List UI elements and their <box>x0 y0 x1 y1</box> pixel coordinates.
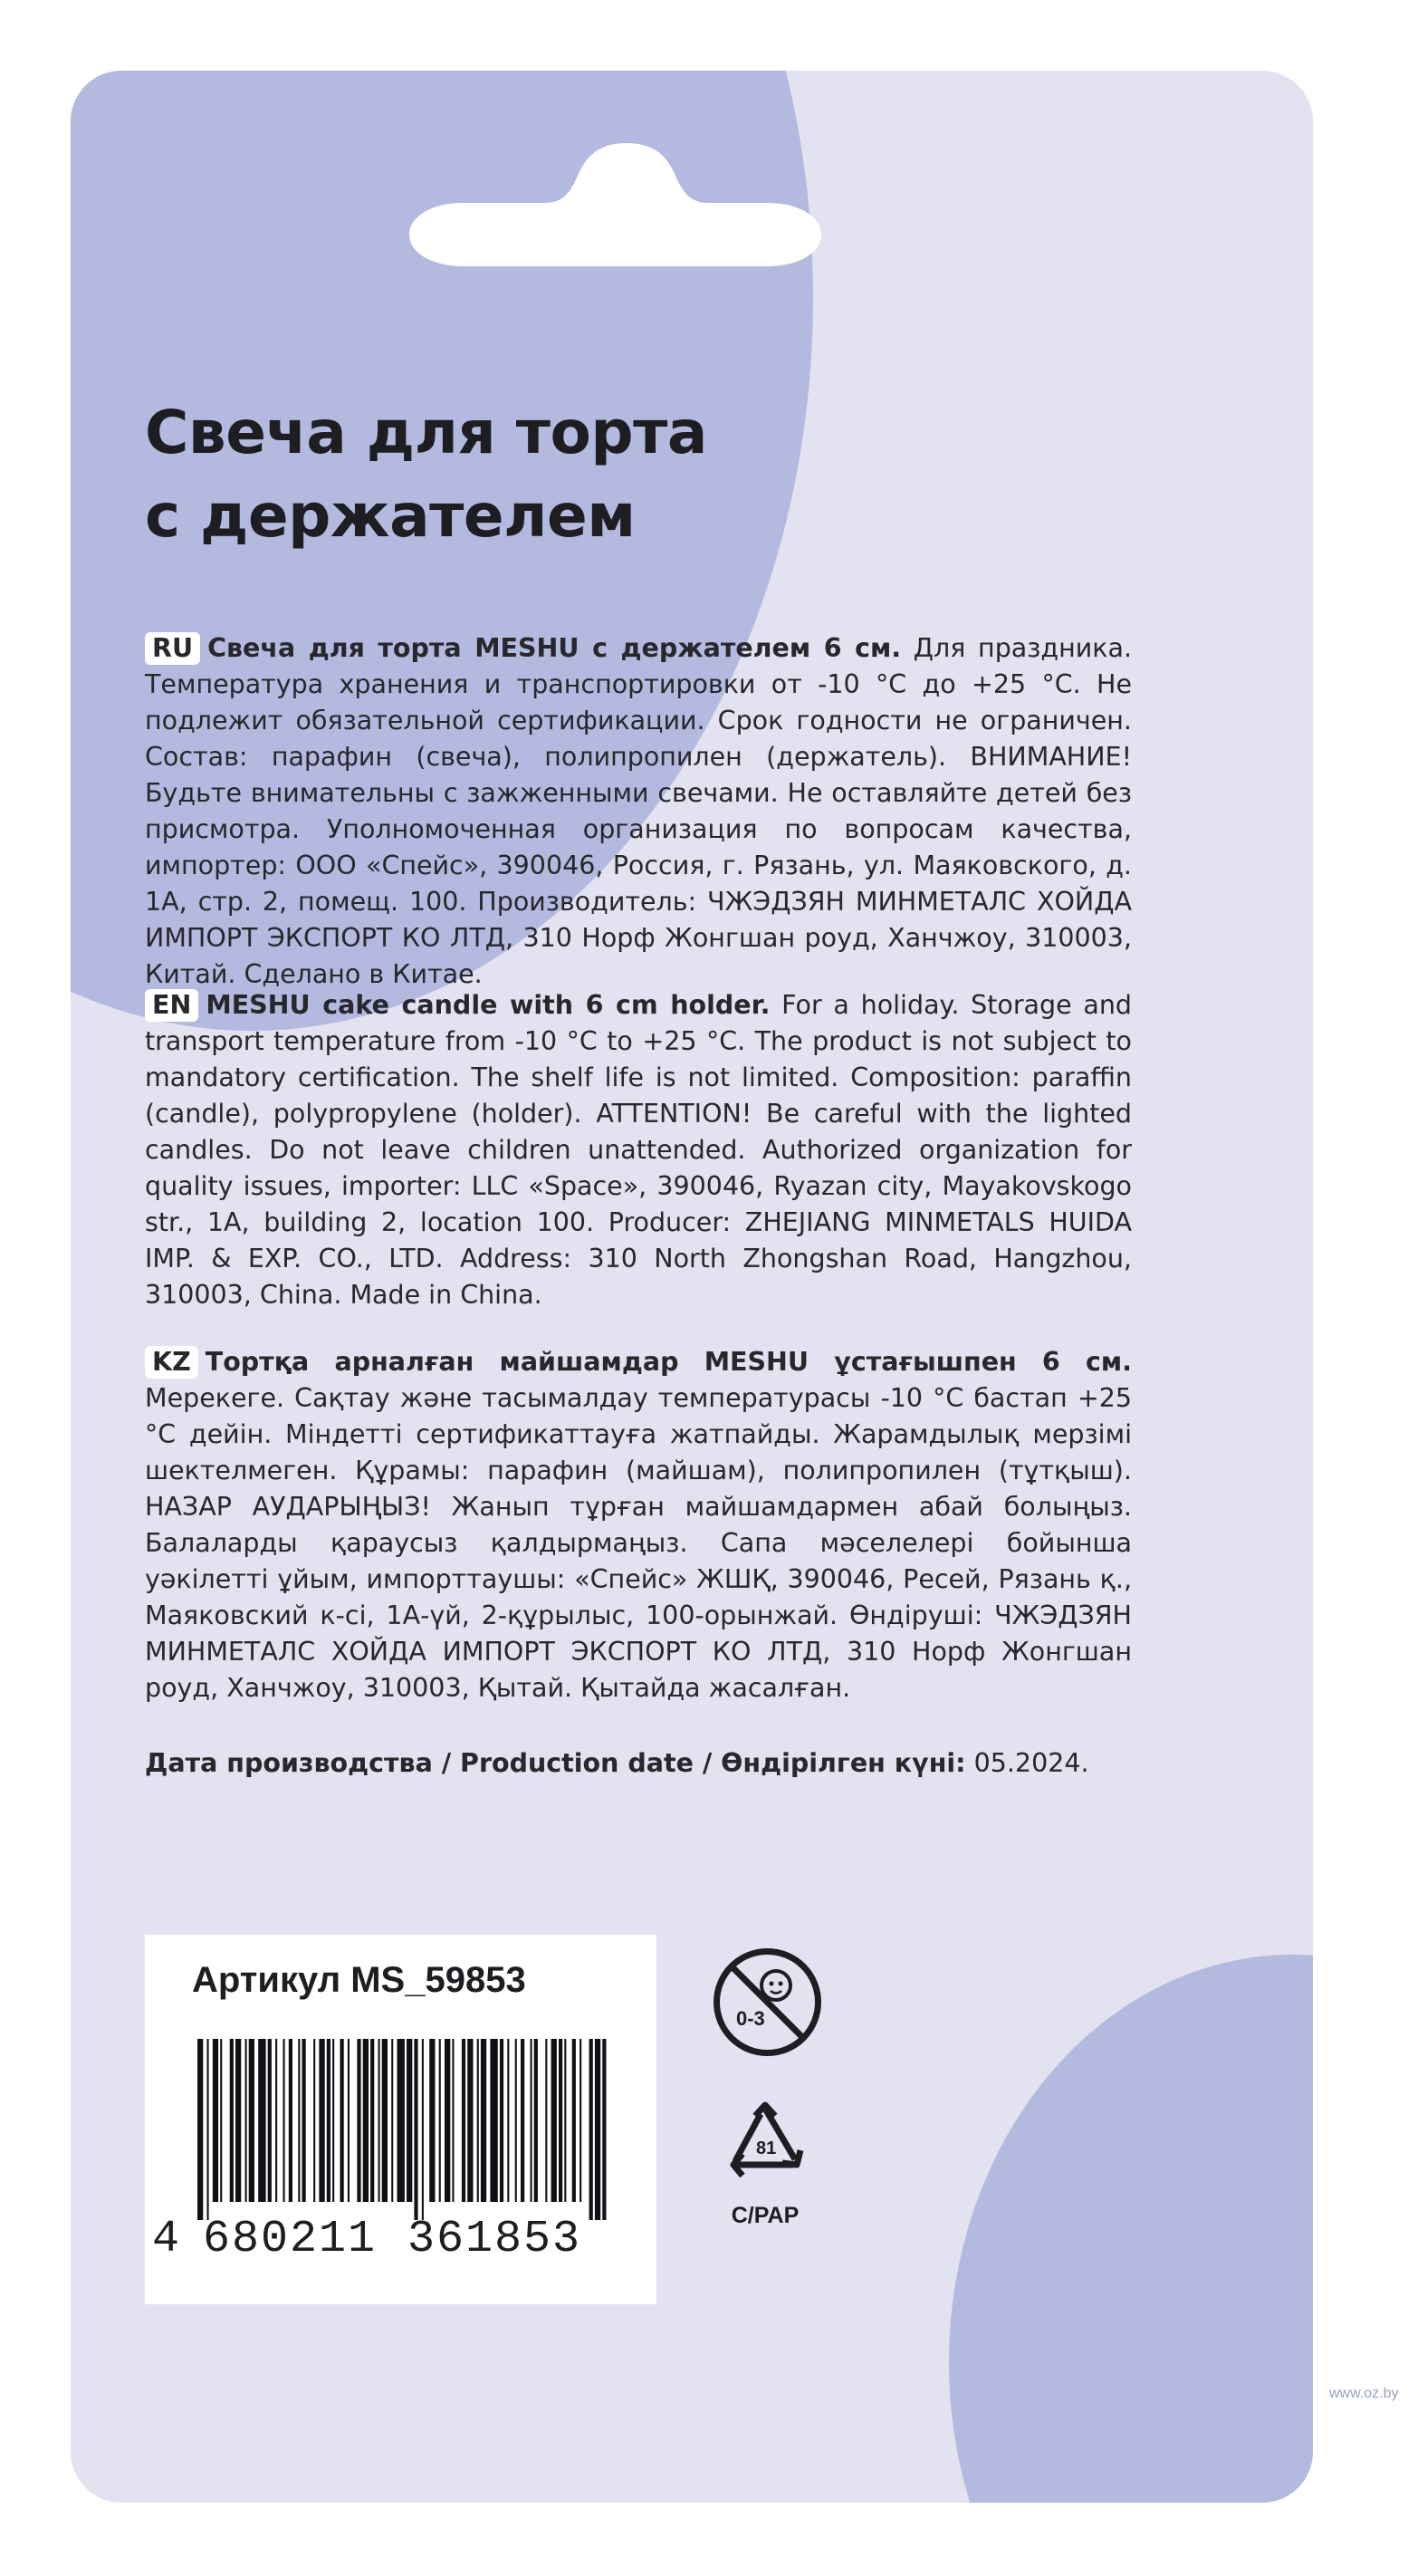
lead-ru: Свеча для торта MESHU с держателем 6 см. <box>207 633 902 663</box>
barcode-bar <box>534 2039 538 2202</box>
barcode-bar <box>545 2039 547 2202</box>
description-en <box>145 987 1132 1313</box>
barcode-bar <box>467 2039 473 2202</box>
no-children-0-3-icon <box>711 1946 824 2059</box>
recycle-code: 81 <box>756 2139 777 2158</box>
barcode-bar <box>213 2039 218 2202</box>
barcode-bar <box>382 2039 388 2202</box>
barcode-bar <box>268 2039 272 2202</box>
description-kz <box>145 1344 1132 1706</box>
barcode-bar <box>340 2039 344 2202</box>
barcode-bar <box>407 2039 412 2202</box>
barcode-bar <box>302 2039 306 2202</box>
barcode-bar <box>507 2039 509 2202</box>
barcode-digits-left: 680211 <box>203 2214 378 2265</box>
barcode-bar <box>515 2039 517 2202</box>
barcode-bar <box>477 2039 479 2202</box>
barcode-bar <box>363 2039 369 2202</box>
barcode-bar <box>531 2039 532 2202</box>
body-kz: Мерекеге. Сақтау және тасымалдау температурасы -10 °С бастап +25 °С дейін. Міндетті сертификаттауға жатпайды. Жарамдылық мерзімі шектелмеген. Құрамы: парафин (майшам), полипропилен (тұтқыш). НАЗАР АУДАРЫҢЫЗ! Жанып тұрған майшамдармен абай болыңыз. Балаларды қараусыз қалдырмаңыз. Сапа мәселелері бойынша уәкілетті ұйым, импорттаушы: «Спейс» ЖШҚ, 390046, Ресей, Рязань қ., Маяковский к-сі, 1А-үй, 2-құрылыс, 100-орынжай. Өндіруші: ЧЖЭДЗЯН МИНМЕТАЛС ХОЙДА ИМПОРТ ЭКСПОРТ КО ЛТД, 310 Норф Жонгшан роуд, Ханчжоу, 310003, Қытай. Қытайда жасалған. <box>145 1383 1132 1703</box>
barcode-digit-first: 4 <box>152 2214 180 2265</box>
barcode-bar <box>445 2039 450 2202</box>
barcode-bar <box>481 2039 486 2202</box>
lang-tag-ru: RU <box>145 632 200 665</box>
watermark: www.oz.by <box>1329 2386 1399 2401</box>
lang-tag-kz: KZ <box>145 1346 198 1379</box>
production-date-label: Дата производства / Production date / Өндірілген күні: <box>145 1748 966 1778</box>
barcode-bar <box>490 2039 497 2202</box>
recycle-label: C/PAP <box>731 2203 800 2228</box>
barcode-panel <box>145 1935 656 2304</box>
production-date-value: 05.2024. <box>973 1748 1089 1778</box>
barcode-bar <box>357 2039 360 2202</box>
title-line-2: с держателем <box>145 481 636 551</box>
barcode-bar <box>559 2039 562 2202</box>
body-ru: Для праздника. Температура хранения и транспортировки от -10 °С до +25 °С. Не подлежит обязательной сертификации. Срок годности не ограничен. Состав: парафин (свеча), полипропилен (держатель). ВНИМАНИЕ! Будьте внимательны с зажженными свечами. Не оставляйте детей без присмотра. Уполномоченная организация по вопросам качества, импортер: ООО «Спейс», 390046, Россия, г. Рязань, ул. Маяковского, д. 1А, стр. 2, помещ. 100. Производитель: ЧЖЭДЗЯН МИНМЕТАЛС ХОЙДА ИМПОРТ ЭКСПОРТ КО ЛТД, 310 Норф Жонгшан роуд, Ханчжоу, 310003, Китай. Сделано в Китае. <box>145 633 1132 989</box>
recycle-icon <box>715 2100 815 2199</box>
barcode-bar <box>258 2039 265 2202</box>
barcode-bar <box>245 2039 247 2202</box>
barcode-bar <box>220 2039 222 2202</box>
barcode-bar <box>551 2039 557 2202</box>
barcode-bar <box>230 2039 234 2202</box>
barcode-bar <box>319 2039 324 2202</box>
barcode-bar <box>452 2039 454 2202</box>
lang-tag-en: EN <box>145 989 198 1022</box>
barcode-bar <box>348 2039 350 2202</box>
barcode-bar <box>439 2039 441 2202</box>
barcode-bar <box>595 2039 600 2220</box>
barcode-bar <box>313 2039 315 2202</box>
hang-hole <box>409 139 821 266</box>
barcode-digits <box>145 2214 656 2268</box>
barcode-bar <box>235 2039 241 2202</box>
barcode-digits-right: 361853 <box>407 2214 582 2265</box>
barcode-bar <box>275 2039 277 2202</box>
decorative-blob-bottom <box>949 1955 1313 2503</box>
barcode-bar <box>572 2039 576 2202</box>
barcode-bar <box>207 2039 209 2220</box>
lead-en: MESHU cake candle with 6 cm holder. <box>206 990 771 1020</box>
barcode-bar <box>422 2039 424 2220</box>
barcode-bar <box>249 2039 254 2202</box>
barcode-bar <box>283 2039 285 2202</box>
barcode-bar <box>378 2039 380 2202</box>
barcode-bar <box>521 2039 524 2202</box>
barcode-bar <box>462 2039 465 2202</box>
product-title <box>145 391 960 558</box>
production-date <box>145 1748 1089 1778</box>
barcode-bar <box>391 2039 393 2202</box>
barcode-bar <box>298 2039 300 2202</box>
barcode-bar <box>564 2039 566 2202</box>
barcode-bar <box>370 2039 374 2202</box>
barcode-bar <box>414 2039 417 2220</box>
barcode-bar <box>327 2039 330 2202</box>
title-line-1: Свеча для торта <box>145 398 707 467</box>
description-ru <box>145 630 1132 993</box>
barcode-bar <box>500 2039 503 2202</box>
barcode-bar <box>289 2039 292 2202</box>
barcode-bar <box>579 2039 581 2202</box>
barcode-bar <box>397 2039 405 2202</box>
article-number: Артикул MS_59853 <box>192 1960 526 2000</box>
barcode-bar <box>589 2039 593 2220</box>
barcode-bar <box>332 2039 334 2202</box>
lead-kz: Тортқа арналған майшамдар MESHU ұстағышпен 6 см. <box>205 1347 1132 1377</box>
barcode <box>197 2039 609 2220</box>
body-en: For a holiday. Storage and transport temperature from -10 °C to +25 °C. The product is not subject to mandatory certification. The shelf life is not limited. Composition: paraffin (candle), polypropylene (holder). ATTENTION! Be careful with the lighted candles. Do not leave children unattended. Authorized organization for quality issues, importer: LLC «Space», 390046, Ryazan city, Mayakovskogo str., 1A, building 2, location 100. Producer: ZHEJIANG MINMETALS HUIDA IMP. & EXP. CO., LTD. Address: 310 North Zhongshan Road, Hangzhou, 310003, China. Made in China. <box>145 990 1132 1310</box>
barcode-bar <box>197 2039 203 2220</box>
barcode-bar <box>429 2039 435 2202</box>
barcode-bar <box>602 2039 606 2220</box>
age-warning-label: 0-3 <box>736 2007 765 2030</box>
